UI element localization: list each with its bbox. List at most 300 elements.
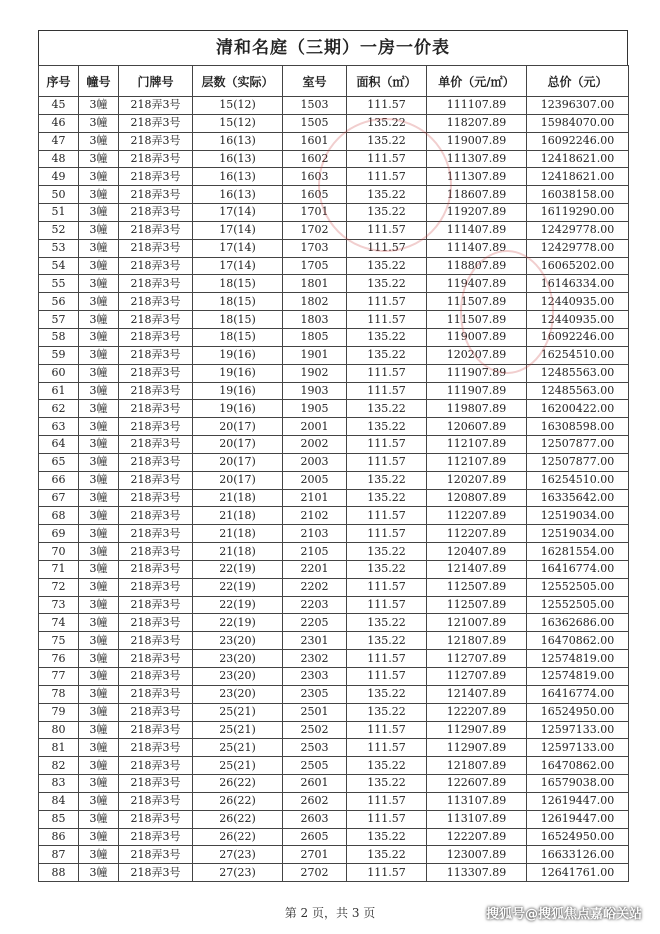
cell-room: 1505 <box>283 114 347 132</box>
cell-area: 135.22 <box>347 400 427 418</box>
table-row <box>39 560 629 578</box>
cell-index: 47 <box>39 132 79 150</box>
cell-unit-price: 112507.89 <box>427 578 527 596</box>
cell-floor: 26(22) <box>193 810 283 828</box>
cell-unit-price: 112107.89 <box>427 436 527 454</box>
cell-room: 1703 <box>283 239 347 257</box>
cell-unit-price: 119007.89 <box>427 328 527 346</box>
table-row <box>39 400 629 418</box>
cell-floor: 15(12) <box>193 114 283 132</box>
cell-building: 3幢 <box>79 114 119 132</box>
table-row <box>39 418 629 436</box>
cell-total-price: 12552505.00 <box>527 578 629 596</box>
cell-index: 74 <box>39 614 79 632</box>
cell-unit-price: 120807.89 <box>427 489 527 507</box>
cell-room: 1503 <box>283 97 347 115</box>
cell-floor: 17(14) <box>193 221 283 239</box>
cell-address: 218弄3号 <box>119 132 193 150</box>
cell-address: 218弄3号 <box>119 239 193 257</box>
cell-floor: 19(16) <box>193 346 283 364</box>
cell-total-price: 16308598.00 <box>527 418 629 436</box>
cell-building: 3幢 <box>79 311 119 329</box>
table-body <box>39 97 629 882</box>
cell-address: 218弄3号 <box>119 507 193 525</box>
table-row <box>39 632 629 650</box>
cell-room: 2701 <box>283 846 347 864</box>
cell-address: 218弄3号 <box>119 828 193 846</box>
cell-total-price: 12619447.00 <box>527 810 629 828</box>
cell-building: 3幢 <box>79 471 119 489</box>
cell-room: 2605 <box>283 828 347 846</box>
cell-floor: 23(20) <box>193 632 283 650</box>
cell-building: 3幢 <box>79 864 119 882</box>
cell-address: 218弄3号 <box>119 703 193 721</box>
cell-room: 2003 <box>283 453 347 471</box>
cell-room: 2303 <box>283 668 347 686</box>
cell-area: 111.57 <box>347 453 427 471</box>
table-row <box>39 168 629 186</box>
cell-unit-price: 113107.89 <box>427 792 527 810</box>
cell-room: 1805 <box>283 328 347 346</box>
cell-room: 2603 <box>283 810 347 828</box>
cell-total-price: 12418621.00 <box>527 168 629 186</box>
cell-address: 218弄3号 <box>119 614 193 632</box>
column-header: 面积（㎡） <box>347 66 427 97</box>
table-row <box>39 846 629 864</box>
cell-floor: 21(18) <box>193 507 283 525</box>
cell-address: 218弄3号 <box>119 650 193 668</box>
cell-index: 52 <box>39 221 79 239</box>
cell-building: 3幢 <box>79 221 119 239</box>
cell-room: 1803 <box>283 311 347 329</box>
cell-unit-price: 120607.89 <box>427 418 527 436</box>
cell-address: 218弄3号 <box>119 293 193 311</box>
cell-index: 45 <box>39 97 79 115</box>
cell-unit-price: 119007.89 <box>427 132 527 150</box>
cell-total-price: 16092246.00 <box>527 132 629 150</box>
cell-total-price: 12440935.00 <box>527 311 629 329</box>
cell-address: 218弄3号 <box>119 864 193 882</box>
table-row <box>39 132 629 150</box>
cell-area: 111.57 <box>347 864 427 882</box>
cell-address: 218弄3号 <box>119 204 193 222</box>
cell-room: 1801 <box>283 275 347 293</box>
cell-area: 111.57 <box>347 97 427 115</box>
cell-address: 218弄3号 <box>119 418 193 436</box>
cell-address: 218弄3号 <box>119 311 193 329</box>
cell-floor: 20(17) <box>193 418 283 436</box>
cell-area: 135.22 <box>347 632 427 650</box>
cell-address: 218弄3号 <box>119 150 193 168</box>
cell-floor: 27(23) <box>193 846 283 864</box>
cell-total-price: 12597133.00 <box>527 739 629 757</box>
cell-index: 87 <box>39 846 79 864</box>
cell-floor: 25(21) <box>193 703 283 721</box>
cell-unit-price: 120207.89 <box>427 346 527 364</box>
cell-total-price: 12597133.00 <box>527 721 629 739</box>
cell-total-price: 15984070.00 <box>527 114 629 132</box>
cell-building: 3幢 <box>79 382 119 400</box>
cell-area: 111.57 <box>347 721 427 739</box>
cell-address: 218弄3号 <box>119 757 193 775</box>
cell-building: 3幢 <box>79 489 119 507</box>
table-row <box>39 543 629 561</box>
cell-building: 3幢 <box>79 810 119 828</box>
cell-floor: 19(16) <box>193 400 283 418</box>
cell-index: 88 <box>39 864 79 882</box>
cell-building: 3幢 <box>79 685 119 703</box>
cell-unit-price: 113107.89 <box>427 810 527 828</box>
column-header: 层数（实际） <box>193 66 283 97</box>
table-row <box>39 221 629 239</box>
cell-floor: 16(13) <box>193 186 283 204</box>
cell-building: 3幢 <box>79 328 119 346</box>
cell-floor: 26(22) <box>193 828 283 846</box>
cell-room: 1705 <box>283 257 347 275</box>
cell-area: 135.22 <box>347 489 427 507</box>
table-row <box>39 257 629 275</box>
cell-area: 135.22 <box>347 186 427 204</box>
cell-index: 50 <box>39 186 79 204</box>
cell-floor: 17(14) <box>193 239 283 257</box>
cell-floor: 27(23) <box>193 864 283 882</box>
cell-room: 2005 <box>283 471 347 489</box>
cell-total-price: 12507877.00 <box>527 453 629 471</box>
cell-building: 3幢 <box>79 596 119 614</box>
cell-unit-price: 121807.89 <box>427 757 527 775</box>
cell-building: 3幢 <box>79 543 119 561</box>
cell-area: 111.57 <box>347 650 427 668</box>
cell-room: 2002 <box>283 436 347 454</box>
cell-area: 135.22 <box>347 703 427 721</box>
column-header: 幢号 <box>79 66 119 97</box>
cell-building: 3幢 <box>79 775 119 793</box>
cell-address: 218弄3号 <box>119 400 193 418</box>
cell-unit-price: 121007.89 <box>427 614 527 632</box>
cell-total-price: 12440935.00 <box>527 293 629 311</box>
column-header: 序号 <box>39 66 79 97</box>
table-row <box>39 436 629 454</box>
cell-address: 218弄3号 <box>119 436 193 454</box>
cell-unit-price: 121407.89 <box>427 685 527 703</box>
cell-total-price: 16362686.00 <box>527 614 629 632</box>
cell-unit-price: 119807.89 <box>427 400 527 418</box>
cell-area: 111.57 <box>347 382 427 400</box>
cell-address: 218弄3号 <box>119 168 193 186</box>
cell-area: 135.22 <box>347 275 427 293</box>
cell-unit-price: 112907.89 <box>427 721 527 739</box>
cell-index: 63 <box>39 418 79 436</box>
cell-room: 2001 <box>283 418 347 436</box>
cell-floor: 18(15) <box>193 275 283 293</box>
cell-floor: 17(14) <box>193 257 283 275</box>
cell-unit-price: 122607.89 <box>427 775 527 793</box>
table-row <box>39 507 629 525</box>
cell-room: 1605 <box>283 186 347 204</box>
cell-index: 82 <box>39 757 79 775</box>
cell-floor: 25(21) <box>193 721 283 739</box>
cell-building: 3幢 <box>79 132 119 150</box>
table-row <box>39 703 629 721</box>
cell-address: 218弄3号 <box>119 186 193 204</box>
cell-room: 1601 <box>283 132 347 150</box>
cell-area: 135.22 <box>347 757 427 775</box>
cell-room: 2305 <box>283 685 347 703</box>
cell-unit-price: 111307.89 <box>427 168 527 186</box>
cell-unit-price: 112907.89 <box>427 739 527 757</box>
cell-room: 2702 <box>283 864 347 882</box>
cell-index: 61 <box>39 382 79 400</box>
cell-area: 135.22 <box>347 471 427 489</box>
cell-index: 75 <box>39 632 79 650</box>
cell-unit-price: 112207.89 <box>427 525 527 543</box>
cell-building: 3幢 <box>79 614 119 632</box>
cell-building: 3幢 <box>79 400 119 418</box>
cell-unit-price: 113307.89 <box>427 864 527 882</box>
column-header: 门牌号 <box>119 66 193 97</box>
table-row <box>39 150 629 168</box>
cell-unit-price: 111907.89 <box>427 382 527 400</box>
cell-total-price: 12641761.00 <box>527 864 629 882</box>
cell-floor: 23(20) <box>193 668 283 686</box>
cell-building: 3幢 <box>79 346 119 364</box>
cell-index: 72 <box>39 578 79 596</box>
cell-address: 218弄3号 <box>119 846 193 864</box>
cell-building: 3幢 <box>79 560 119 578</box>
cell-building: 3幢 <box>79 739 119 757</box>
table-row <box>39 828 629 846</box>
cell-index: 85 <box>39 810 79 828</box>
cell-floor: 21(18) <box>193 489 283 507</box>
cell-unit-price: 112107.89 <box>427 453 527 471</box>
table-row <box>39 864 629 882</box>
cell-room: 2301 <box>283 632 347 650</box>
cell-unit-price: 111507.89 <box>427 293 527 311</box>
cell-floor: 20(17) <box>193 453 283 471</box>
table-row <box>39 204 629 222</box>
cell-building: 3幢 <box>79 721 119 739</box>
cell-index: 65 <box>39 453 79 471</box>
cell-total-price: 12429778.00 <box>527 221 629 239</box>
cell-area: 135.22 <box>347 257 427 275</box>
table-row <box>39 650 629 668</box>
cell-index: 62 <box>39 400 79 418</box>
table-row <box>39 453 629 471</box>
cell-building: 3幢 <box>79 846 119 864</box>
cell-total-price: 16524950.00 <box>527 828 629 846</box>
cell-index: 67 <box>39 489 79 507</box>
cell-total-price: 12552505.00 <box>527 596 629 614</box>
cell-unit-price: 112507.89 <box>427 596 527 614</box>
cell-building: 3幢 <box>79 168 119 186</box>
cell-total-price: 16416774.00 <box>527 685 629 703</box>
cell-building: 3幢 <box>79 239 119 257</box>
cell-area: 111.57 <box>347 364 427 382</box>
cell-index: 70 <box>39 543 79 561</box>
cell-room: 2501 <box>283 703 347 721</box>
cell-building: 3幢 <box>79 204 119 222</box>
table-row <box>39 114 629 132</box>
cell-area: 135.22 <box>347 328 427 346</box>
table-row <box>39 293 629 311</box>
cell-building: 3幢 <box>79 792 119 810</box>
document-title: 清和名庭（三期）一房一价表 <box>38 30 628 65</box>
cell-index: 81 <box>39 739 79 757</box>
cell-area: 111.57 <box>347 311 427 329</box>
cell-building: 3幢 <box>79 453 119 471</box>
page-footer: 第 2 页，共 3 页 <box>284 906 376 920</box>
table-row <box>39 311 629 329</box>
cell-total-price: 12485563.00 <box>527 382 629 400</box>
cell-unit-price: 118607.89 <box>427 186 527 204</box>
cell-area: 111.57 <box>347 578 427 596</box>
cell-area: 111.57 <box>347 739 427 757</box>
cell-address: 218弄3号 <box>119 114 193 132</box>
cell-unit-price: 118807.89 <box>427 257 527 275</box>
cell-address: 218弄3号 <box>119 97 193 115</box>
cell-building: 3幢 <box>79 632 119 650</box>
cell-room: 1905 <box>283 400 347 418</box>
cell-index: 58 <box>39 328 79 346</box>
cell-floor: 17(14) <box>193 204 283 222</box>
column-header: 总价（元） <box>527 66 629 97</box>
cell-room: 2203 <box>283 596 347 614</box>
cell-address: 218弄3号 <box>119 596 193 614</box>
cell-total-price: 16470862.00 <box>527 757 629 775</box>
table-row <box>39 382 629 400</box>
cell-address: 218弄3号 <box>119 685 193 703</box>
cell-room: 2202 <box>283 578 347 596</box>
cell-total-price: 16470862.00 <box>527 632 629 650</box>
cell-floor: 25(21) <box>193 739 283 757</box>
cell-address: 218弄3号 <box>119 792 193 810</box>
cell-total-price: 12519034.00 <box>527 507 629 525</box>
cell-area: 111.57 <box>347 239 427 257</box>
cell-room: 1603 <box>283 168 347 186</box>
cell-unit-price: 111307.89 <box>427 150 527 168</box>
cell-index: 53 <box>39 239 79 257</box>
table-row <box>39 614 629 632</box>
cell-floor: 18(15) <box>193 328 283 346</box>
cell-room: 2205 <box>283 614 347 632</box>
cell-area: 111.57 <box>347 293 427 311</box>
cell-total-price: 16038158.00 <box>527 186 629 204</box>
cell-area: 135.22 <box>347 560 427 578</box>
cell-building: 3幢 <box>79 757 119 775</box>
cell-unit-price: 120207.89 <box>427 471 527 489</box>
cell-total-price: 16633126.00 <box>527 846 629 864</box>
cell-total-price: 16524950.00 <box>527 703 629 721</box>
cell-index: 78 <box>39 685 79 703</box>
cell-floor: 19(16) <box>193 382 283 400</box>
cell-floor: 16(13) <box>193 132 283 150</box>
cell-unit-price: 122207.89 <box>427 703 527 721</box>
cell-unit-price: 111107.89 <box>427 97 527 115</box>
cell-total-price: 12574819.00 <box>527 650 629 668</box>
cell-area: 135.22 <box>347 846 427 864</box>
cell-floor: 22(19) <box>193 578 283 596</box>
cell-area: 111.57 <box>347 792 427 810</box>
cell-area: 135.22 <box>347 204 427 222</box>
cell-floor: 22(19) <box>193 560 283 578</box>
cell-floor: 23(20) <box>193 650 283 668</box>
cell-area: 111.57 <box>347 436 427 454</box>
column-header: 单价（元/㎡） <box>427 66 527 97</box>
cell-floor: 16(13) <box>193 168 283 186</box>
cell-index: 54 <box>39 257 79 275</box>
cell-unit-price: 121807.89 <box>427 632 527 650</box>
cell-index: 69 <box>39 525 79 543</box>
cell-area: 135.22 <box>347 132 427 150</box>
table-row <box>39 328 629 346</box>
cell-unit-price: 122207.89 <box>427 828 527 846</box>
cell-total-price: 12574819.00 <box>527 668 629 686</box>
cell-total-price: 16254510.00 <box>527 346 629 364</box>
cell-total-price: 16200422.00 <box>527 400 629 418</box>
cell-total-price: 12396307.00 <box>527 97 629 115</box>
table-row <box>39 97 629 115</box>
cell-address: 218弄3号 <box>119 632 193 650</box>
cell-area: 111.57 <box>347 596 427 614</box>
cell-area: 111.57 <box>347 810 427 828</box>
cell-room: 1901 <box>283 346 347 364</box>
cell-address: 218弄3号 <box>119 668 193 686</box>
cell-building: 3幢 <box>79 364 119 382</box>
cell-floor: 18(15) <box>193 311 283 329</box>
cell-building: 3幢 <box>79 257 119 275</box>
cell-address: 218弄3号 <box>119 810 193 828</box>
cell-floor: 15(12) <box>193 97 283 115</box>
cell-floor: 19(16) <box>193 364 283 382</box>
cell-area: 135.22 <box>347 614 427 632</box>
cell-index: 64 <box>39 436 79 454</box>
price-table <box>38 65 629 882</box>
cell-unit-price: 112207.89 <box>427 507 527 525</box>
cell-room: 2101 <box>283 489 347 507</box>
cell-unit-price: 111407.89 <box>427 221 527 239</box>
table-row <box>39 757 629 775</box>
cell-building: 3幢 <box>79 186 119 204</box>
cell-unit-price: 112707.89 <box>427 668 527 686</box>
cell-floor: 20(17) <box>193 471 283 489</box>
cell-unit-price: 119407.89 <box>427 275 527 293</box>
cell-building: 3幢 <box>79 418 119 436</box>
cell-area: 135.22 <box>347 346 427 364</box>
cell-index: 84 <box>39 792 79 810</box>
cell-room: 2505 <box>283 757 347 775</box>
cell-address: 218弄3号 <box>119 382 193 400</box>
cell-room: 2201 <box>283 560 347 578</box>
cell-total-price: 12418621.00 <box>527 150 629 168</box>
cell-address: 218弄3号 <box>119 525 193 543</box>
cell-room: 2602 <box>283 792 347 810</box>
table-row <box>39 471 629 489</box>
cell-floor: 16(13) <box>193 150 283 168</box>
table-row <box>39 275 629 293</box>
table-row <box>39 489 629 507</box>
cell-index: 55 <box>39 275 79 293</box>
cell-address: 218弄3号 <box>119 275 193 293</box>
table-row <box>39 792 629 810</box>
cell-area: 111.57 <box>347 150 427 168</box>
cell-floor: 22(19) <box>193 596 283 614</box>
cell-building: 3幢 <box>79 293 119 311</box>
cell-area: 111.57 <box>347 668 427 686</box>
cell-area: 135.22 <box>347 775 427 793</box>
cell-floor: 26(22) <box>193 775 283 793</box>
cell-room: 1702 <box>283 221 347 239</box>
cell-index: 86 <box>39 828 79 846</box>
